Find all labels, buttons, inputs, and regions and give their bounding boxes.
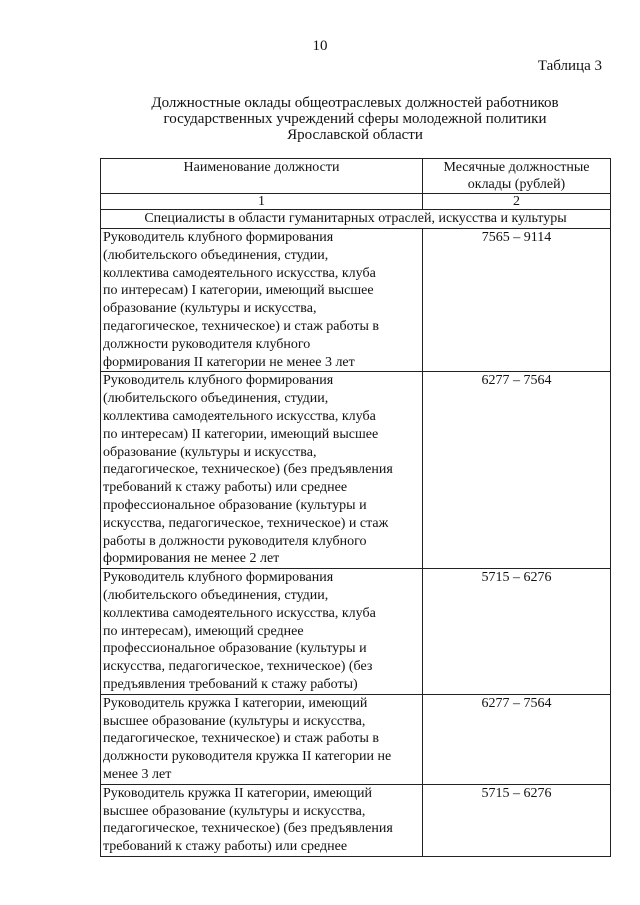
position-name-line: работы в должности руководителя клубного [103,533,367,549]
position-name-line: Руководитель клубного формирования [103,230,334,245]
header-row [101,159,611,194]
position-name-line: (любительского объединения, студии, [103,391,329,407]
column-number-2: 2 [423,194,611,210]
position-name-line: высшее образование (культуры и искусства, [103,713,366,729]
position-name-line: искусства, педагогическое, техническое) (без [103,659,373,675]
position-name-line: профессиональное образование (культуры и [103,497,367,513]
position-name-line: коллектива самодеятельного искусства, клуба [103,408,376,424]
position-name-cell [101,569,423,695]
title-line-2: государственных учреждений сферы молодежной политики [163,111,547,127]
position-name-line: образование (культуры и искусства, [103,301,317,317]
section-row [101,210,611,229]
title-line-3: Ярославской области [287,127,423,143]
table-row [101,372,611,569]
table-row [101,694,611,784]
position-name-line: высшее образование (культуры и искусства, [103,803,366,819]
salary-cell: 5715 – 6276 [423,784,611,856]
position-name-line: должности руководителя клубного [103,336,311,352]
table-body [101,229,611,857]
position-name-line: образование (культуры и искусства, [103,444,317,460]
column-number-row [101,194,611,210]
position-name-line: Руководитель клубного формирования [103,570,334,586]
header-salary-line-1: Месячные должностные [443,160,590,175]
salary-table [100,158,611,857]
table-row [101,784,611,856]
title-line-1: Должностные оклады общеотраслевых должностей работников [151,95,559,111]
position-name-line: требований к стажу работы) или среднее [103,480,348,496]
page-number: 10 [312,38,328,54]
section-heading: Специалисты в области гуманитарных отраслей, искусства и культуры [101,210,611,229]
salary-cell: 6277 – 7564 [423,372,611,569]
position-name-line: формирования не менее 2 лет [103,551,280,567]
position-name-line: должности руководителя кружка II категории не [103,749,392,765]
header-position-name: Наименование должности [101,159,423,194]
table-row [101,569,611,695]
salary-cell: 5715 – 6276 [423,569,611,695]
position-name-line: Руководитель кружка I категории, имеющий [103,695,368,711]
position-name-line: искусства, педагогическое, техническое) и стаж [103,515,389,531]
position-name-line: педагогическое, техническое) и стаж работы в [103,731,380,747]
position-name-cell [101,229,423,372]
position-name-cell [101,694,423,784]
salary-cell: 6277 – 7564 [423,694,611,784]
position-name-cell [101,784,423,856]
position-name-line: по интересам), имеющий среднее [103,623,304,639]
position-name-line: предъявления требований к стажу работы) [103,676,358,692]
header-salary-line-2: оклады (рублей) [467,177,566,192]
position-name-line: педагогическое, техническое) и стаж работы в [103,318,380,334]
position-name-line: коллектива самодеятельного искусства, клуба [103,265,376,281]
position-name-line: (любительского объединения, студии, [103,247,329,263]
position-name-line: формирования II категории не менее 3 лет [103,354,355,370]
position-name-line: профессиональное образование (культуры и [103,641,367,657]
position-name-line: педагогическое, техническое) (без предъявления [103,462,393,478]
position-name-line: менее 3 лет [103,766,172,782]
position-name-line: педагогическое, техническое) (без предъявления [103,821,393,837]
table-title [100,95,610,143]
position-name-line: коллектива самодеятельного искусства, клуба [103,605,376,621]
table-label: Таблица 3 [537,58,602,74]
salary-cell: 7565 – 9114 [423,229,611,372]
column-number-1: 1 [101,194,423,210]
position-name-line: по интересам) II категории, имеющий высшее [103,426,379,442]
position-name-line: Руководитель клубного формирования [103,373,334,389]
table-row [101,229,611,372]
position-name-line: по интересам) I категории, имеющий высшее [103,283,374,299]
position-name-line: требований к стажу работы) или среднее [103,839,348,855]
header-salary [423,159,611,194]
position-name-cell [101,372,423,569]
position-name-line: Руководитель кружка II категории, имеющий [103,785,372,801]
position-name-line: (любительского объединения, студии, [103,587,329,603]
